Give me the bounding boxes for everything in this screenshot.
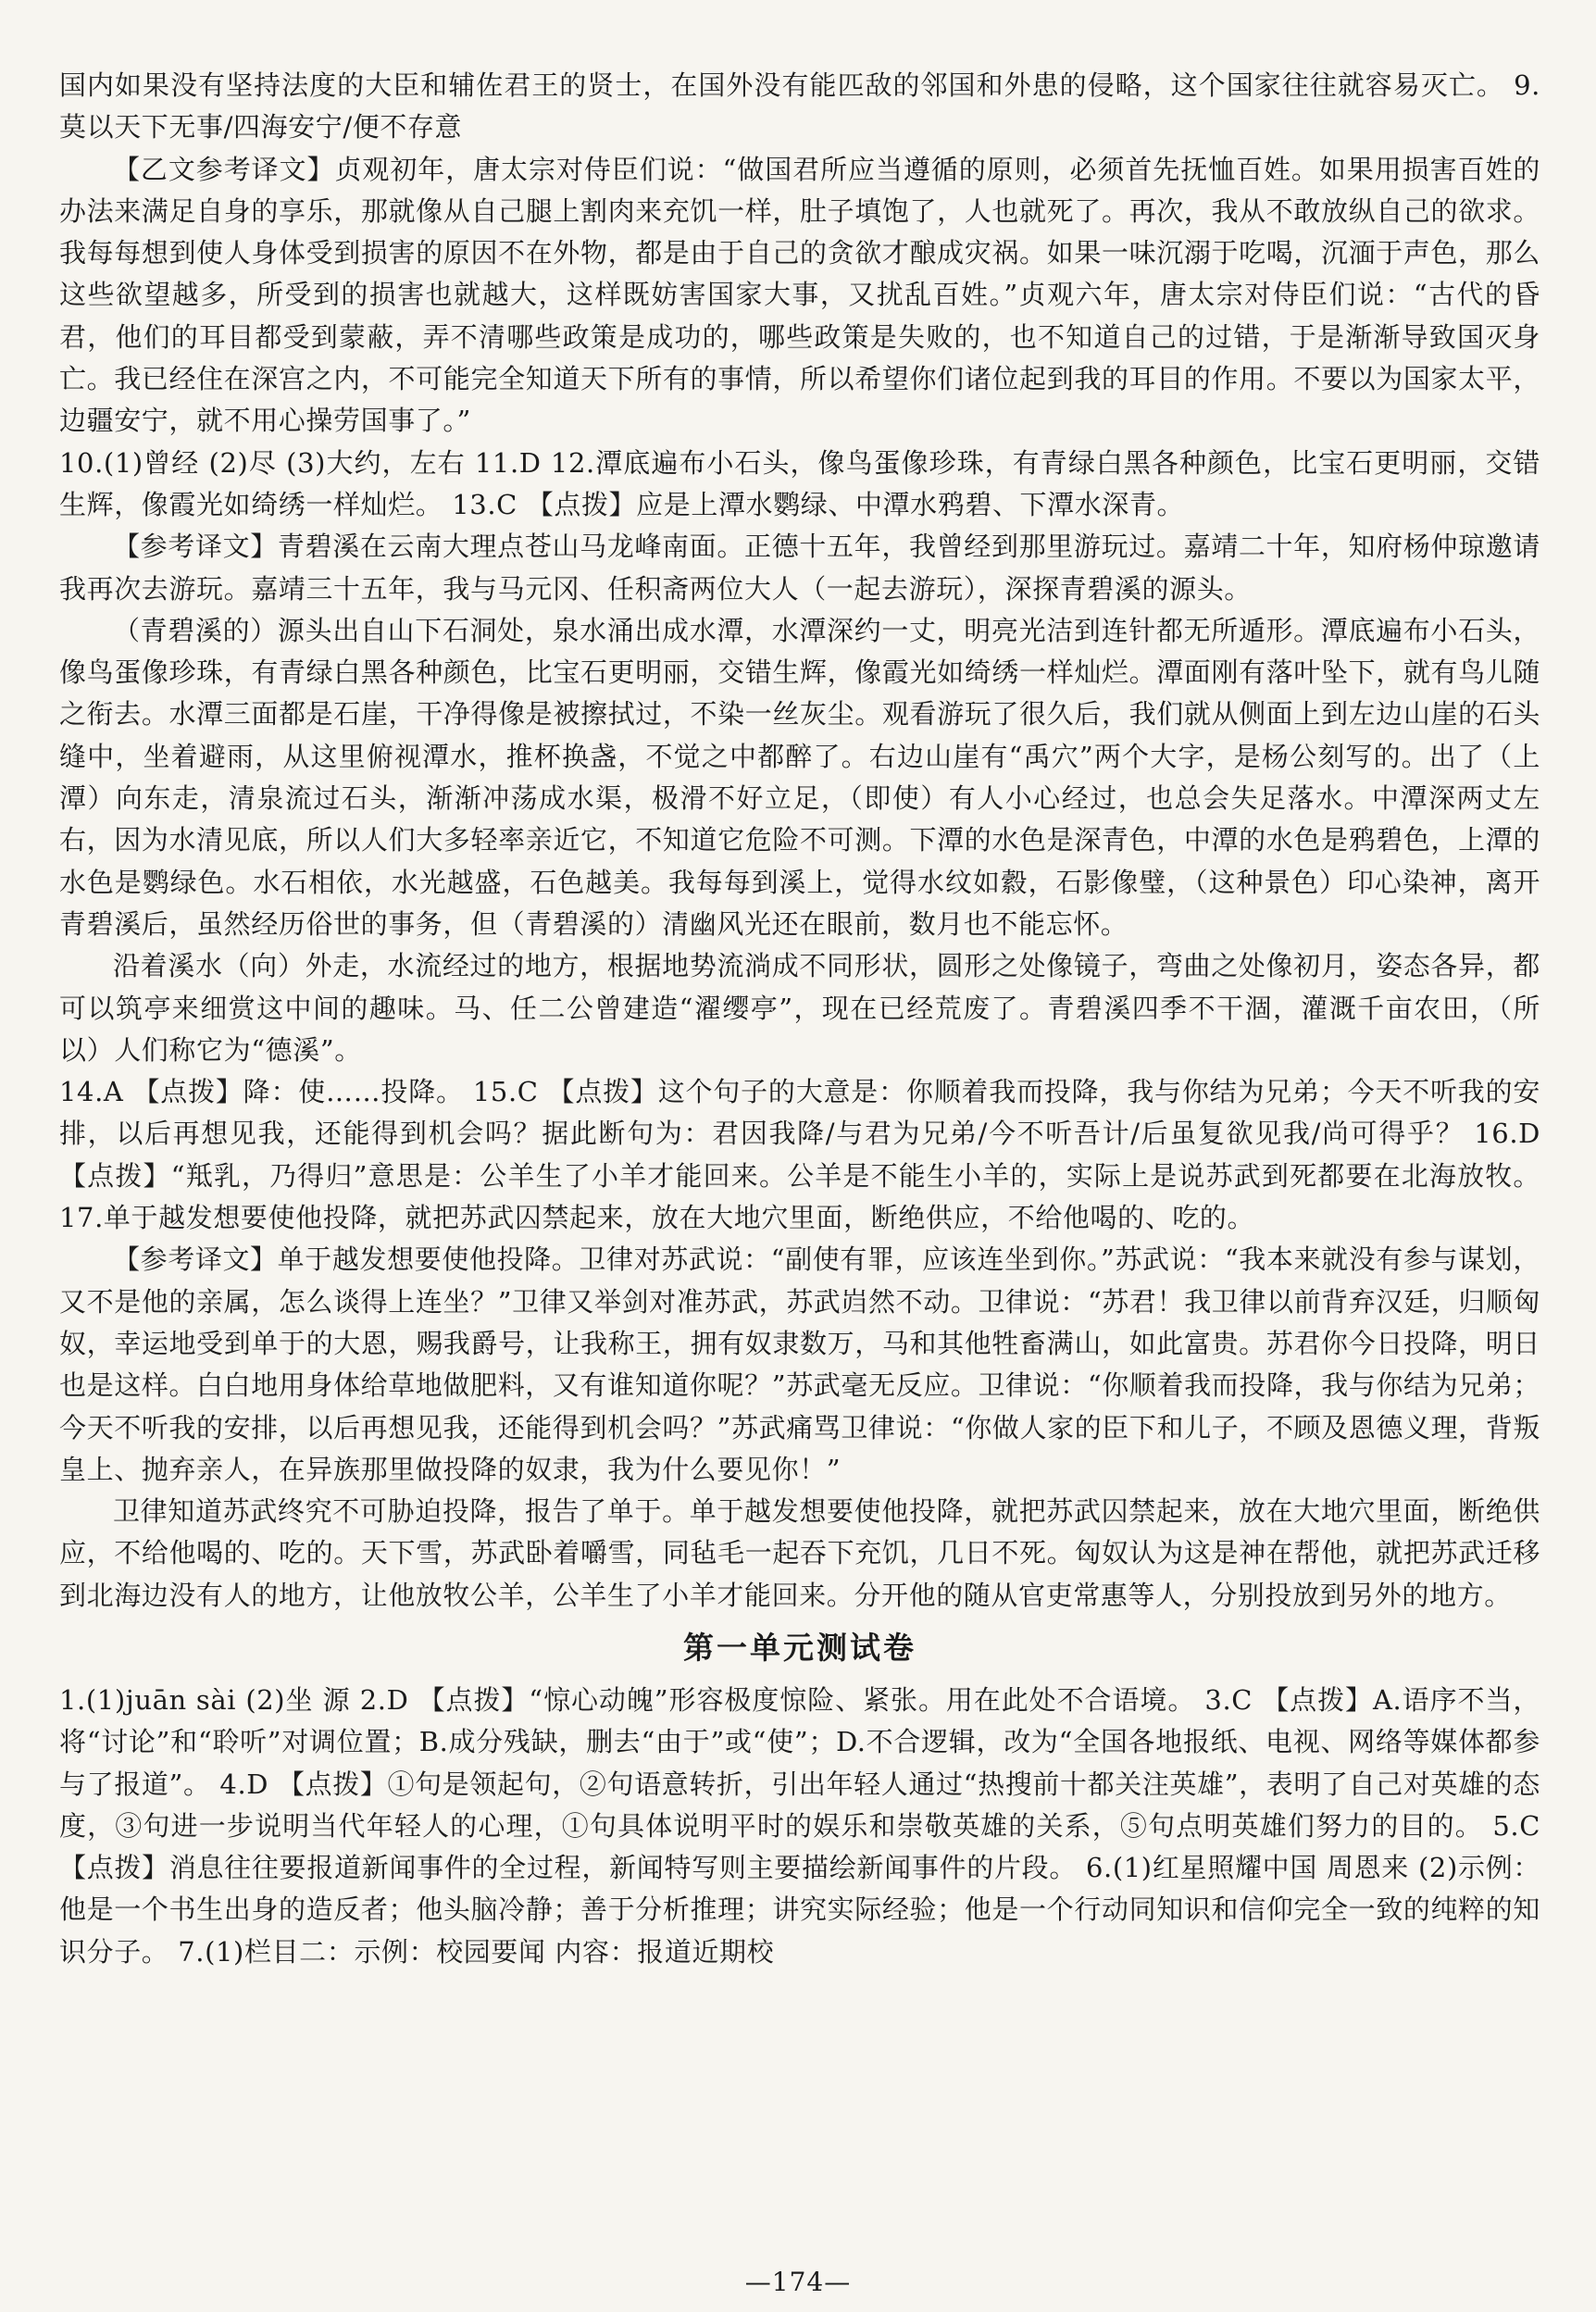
paragraph: 沿着溪水（向）外走，水流经过的地方，根据地势流淌成不同形状，圆形之处像镜子，弯曲之处像初月，姿态各异，都可以筑亭来细赏这中间的趣味。马、任二公曾建造“濯缨亭”，现在已经荒废了。青碧溪四季不干涸，灌溉千亩农田，（所以）人们称它为“德溪”。: [59, 950, 1540, 1066]
answer-text-body: [59, 65, 1540, 1973]
paragraph-answers: 14.A 【点拨】降：使……投降。 15.C 【点拨】这个句子的大意是：你顺着我而投降，我与你结为兄弟；今天不听我的安排，以后再想见我，还能得到机会吗？据此断句为：君因我降/与君为兄弟/今不听吾计/后虽复欲见我/尚可得乎？ 16.D 【点拨】“羝乳，乃得归”意思是：公羊生了小羊才能回来。公羊是不能生小羊的，实际上是说苏武到死都要在北海放牧。 17.单于越发想要使他投降，就把苏武囚禁起来，放在大地穴里面，断绝供应，不给他喝的、吃的。: [59, 1076, 1540, 1234]
paragraph-answers: 10.(1)曾经 (2)尽 (3)大约，左右 11.D 12.潭底遍布小石头，像鸟蛋像珍珠，有青绿白黑各种颜色，比宝石更明丽，交错生辉，像霞光如绮绣一样灿烂。 13.C 【点拨】应是上潭水鹦绿、中潭水鸦碧、下潭水深青。: [59, 446, 1540, 520]
paragraph: 国内如果没有坚持法度的大臣和辅佐君王的贤士，在国外没有能匹敌的邻国和外患的侵略，这个国家往往就容易灭亡。 9.莫以天下无事/四海安宁/便不存意: [59, 69, 1540, 144]
paragraph-translation: 【参考译文】单于越发想要使他投降。卫律对苏武说：“副使有罪，应该连坐到你。”苏武说：“我本来就没有参与谋划，又不是他的亲属，怎么谈得上连坐？”卫律又举剑对准苏武，苏武岿然不动。卫律说：“苏君！我卫律以前背弃汉廷，归顺匈奴，幸运地受到单于的大恩，赐我爵号，让我称王，拥有奴隶数万，马和其他牲畜满山，如此富贵。苏君你今日投降，明日也是这样。白白地用身体给草地做肥料，又有谁知道你呢？”苏武毫无反应。卫律说：“你顺着我而投降，我与你结为兄弟；今天不听我的安排，以后再想见我，还能得到机会吗？”苏武痛骂卫律说：“你做人家的臣下和儿子，不顾及恩德义理，背叛皇上、抛弃亲人，在异族那里做投降的奴隶，我为什么要见你！”: [59, 1243, 1540, 1485]
paragraph-translation-b: 【乙文参考译文】贞观初年，唐太宗对侍臣们说：“做国君所应当遵循的原则，必须首先抚恤百姓。如果用损害百姓的办法来满足自身的享乐，那就像从自己腿上割肉来充饥一样，肚子填饱了，人也就死了。再次，我从不敢放纵自己的欲求。我每每想到使人身体受到损害的原因不在外物，都是由于自己的贪欲才酿成灾祸。如果一味沉溺于吃喝，沉湎于声色，那么这些欲望越多，所受到的损害也就越大，这样既妨害国家大事，又扰乱百姓。”贞观六年，唐太宗对侍臣们说：“古代的昏君，他们的耳目都受到蒙蔽，弄不清哪些政策是成功的，哪些政策是失败的，也不知道自己的过错，于是渐渐导致国灭身亡。我已经住在深宫之内，不可能完全知道天下所有的事情，所以希望你们诸位起到我的耳目的作用。不要以为国家太平，边疆安宁，就不用心操劳国事了。”: [59, 153, 1540, 437]
paragraph-translation: 【参考译文】青碧溪在云南大理点苍山马龙峰南面。正德十五年，我曾经到那里游玩过。嘉靖二十年，知府杨仲琼邀请我再次去游玩。嘉靖三十五年，我与马元冈、任积斋两位大人（一起去游玩），深探青碧溪的源头。: [59, 531, 1540, 605]
paragraph-answers: 1.(1)juān sài (2)坐 源 2.D 【点拨】“惊心动魄”形容极度惊险、紧张。用在此处不合语境。 3.C 【点拨】A.语序不当，将“讨论”和“聆听”对调位置；B.成分残缺，删去“由于”或“使”；D.不合逻辑，改为“全国各地报纸、电视、网络等媒体都参与了报道”。 4.D 【点拨】①句是领起句，②句语意转折，引出年轻人通过“热搜前十都关注英雄”，表明了自己对英雄的态度，③句进一步说明当代年轻人的心理，①句具体说明平时的娱乐和崇敬英雄的关系，⑤句点明英雄们努力的目的。 5.C 【点拨】消息往往要报道新闻事件的全过程，新闻特写则主要描绘新闻事件的片段。 6.(1)红星照耀中国 周恩来 (2)示例：他是一个书生出身的造反者；他头脑冷静；善于分析推理；讲究实际经验；他是一个行动同知识和信仰完全一致的纯粹的知识分子。 7.(1)栏目二：示例：校园要闻 内容：报道近期校: [59, 1683, 1540, 1968]
paragraph: （青碧溪的）源头出自山下石洞处，泉水涌出成水潭，水潭深约一丈，明亮光洁到连针都无所遁形。潭底遍布小石头，像鸟蛋像珍珠，有青绿白黑各种颜色，比宝石更明丽，交错生辉，像霞光如绮绣一样灿烂。潭面刚有落叶坠下，就有鸟儿随之衔去。水潭三面都是石崖，干净得像是被擦拭过，不染一丝灰尘。观看游玩了很久后，我们就从侧面上到左边山崖的石头缝中，坐着避雨，从这里俯视潭水，推杯换盏，不觉之中都醉了。右边山崖有“禹穴”两个大字，是杨公刻写的。出了（上潭）向东走，清泉流过石头，渐渐冲荡成水渠，极滑不好立足，（即使）有人小心经过，也总会失足落水。中潭深两丈左右，因为水清见底，所以人们大多轻率亲近它，不知道它危险不可测。下潭的水色是深青色，中潭的水色是鸦碧色，上潭的水色是鹦绿色。水石相依，水光越盛，石色越美。我每每到溪上，觉得水纹如縠，石影像璧，（这种景色）印心染神，离开青碧溪后，虽然经历俗世的事务，但（青碧溪的）清幽风光还在眼前，数月也不能忘怀。: [59, 614, 1540, 940]
page-number: —174—: [744, 2267, 852, 2297]
section-title: 第一单元测试卷: [683, 1629, 916, 1666]
paragraph: 卫律知道苏武终究不可胁迫投降，报告了单于。单于越发想要使他投降，就把苏武囚禁起来，放在大地穴里面，断绝供应，不给他喝的、吃的。天下雪，苏武卧着嚼雪，同毡毛一起吞下充饥，几日不死。匈奴认为这是神在帮他，就把苏武迁移到北海边没有人的地方，让他放牧公羊，公羊生了小羊才能回来。分开他的随从官吏常惠等人，分别投放到另外的地方。: [59, 1495, 1540, 1611]
